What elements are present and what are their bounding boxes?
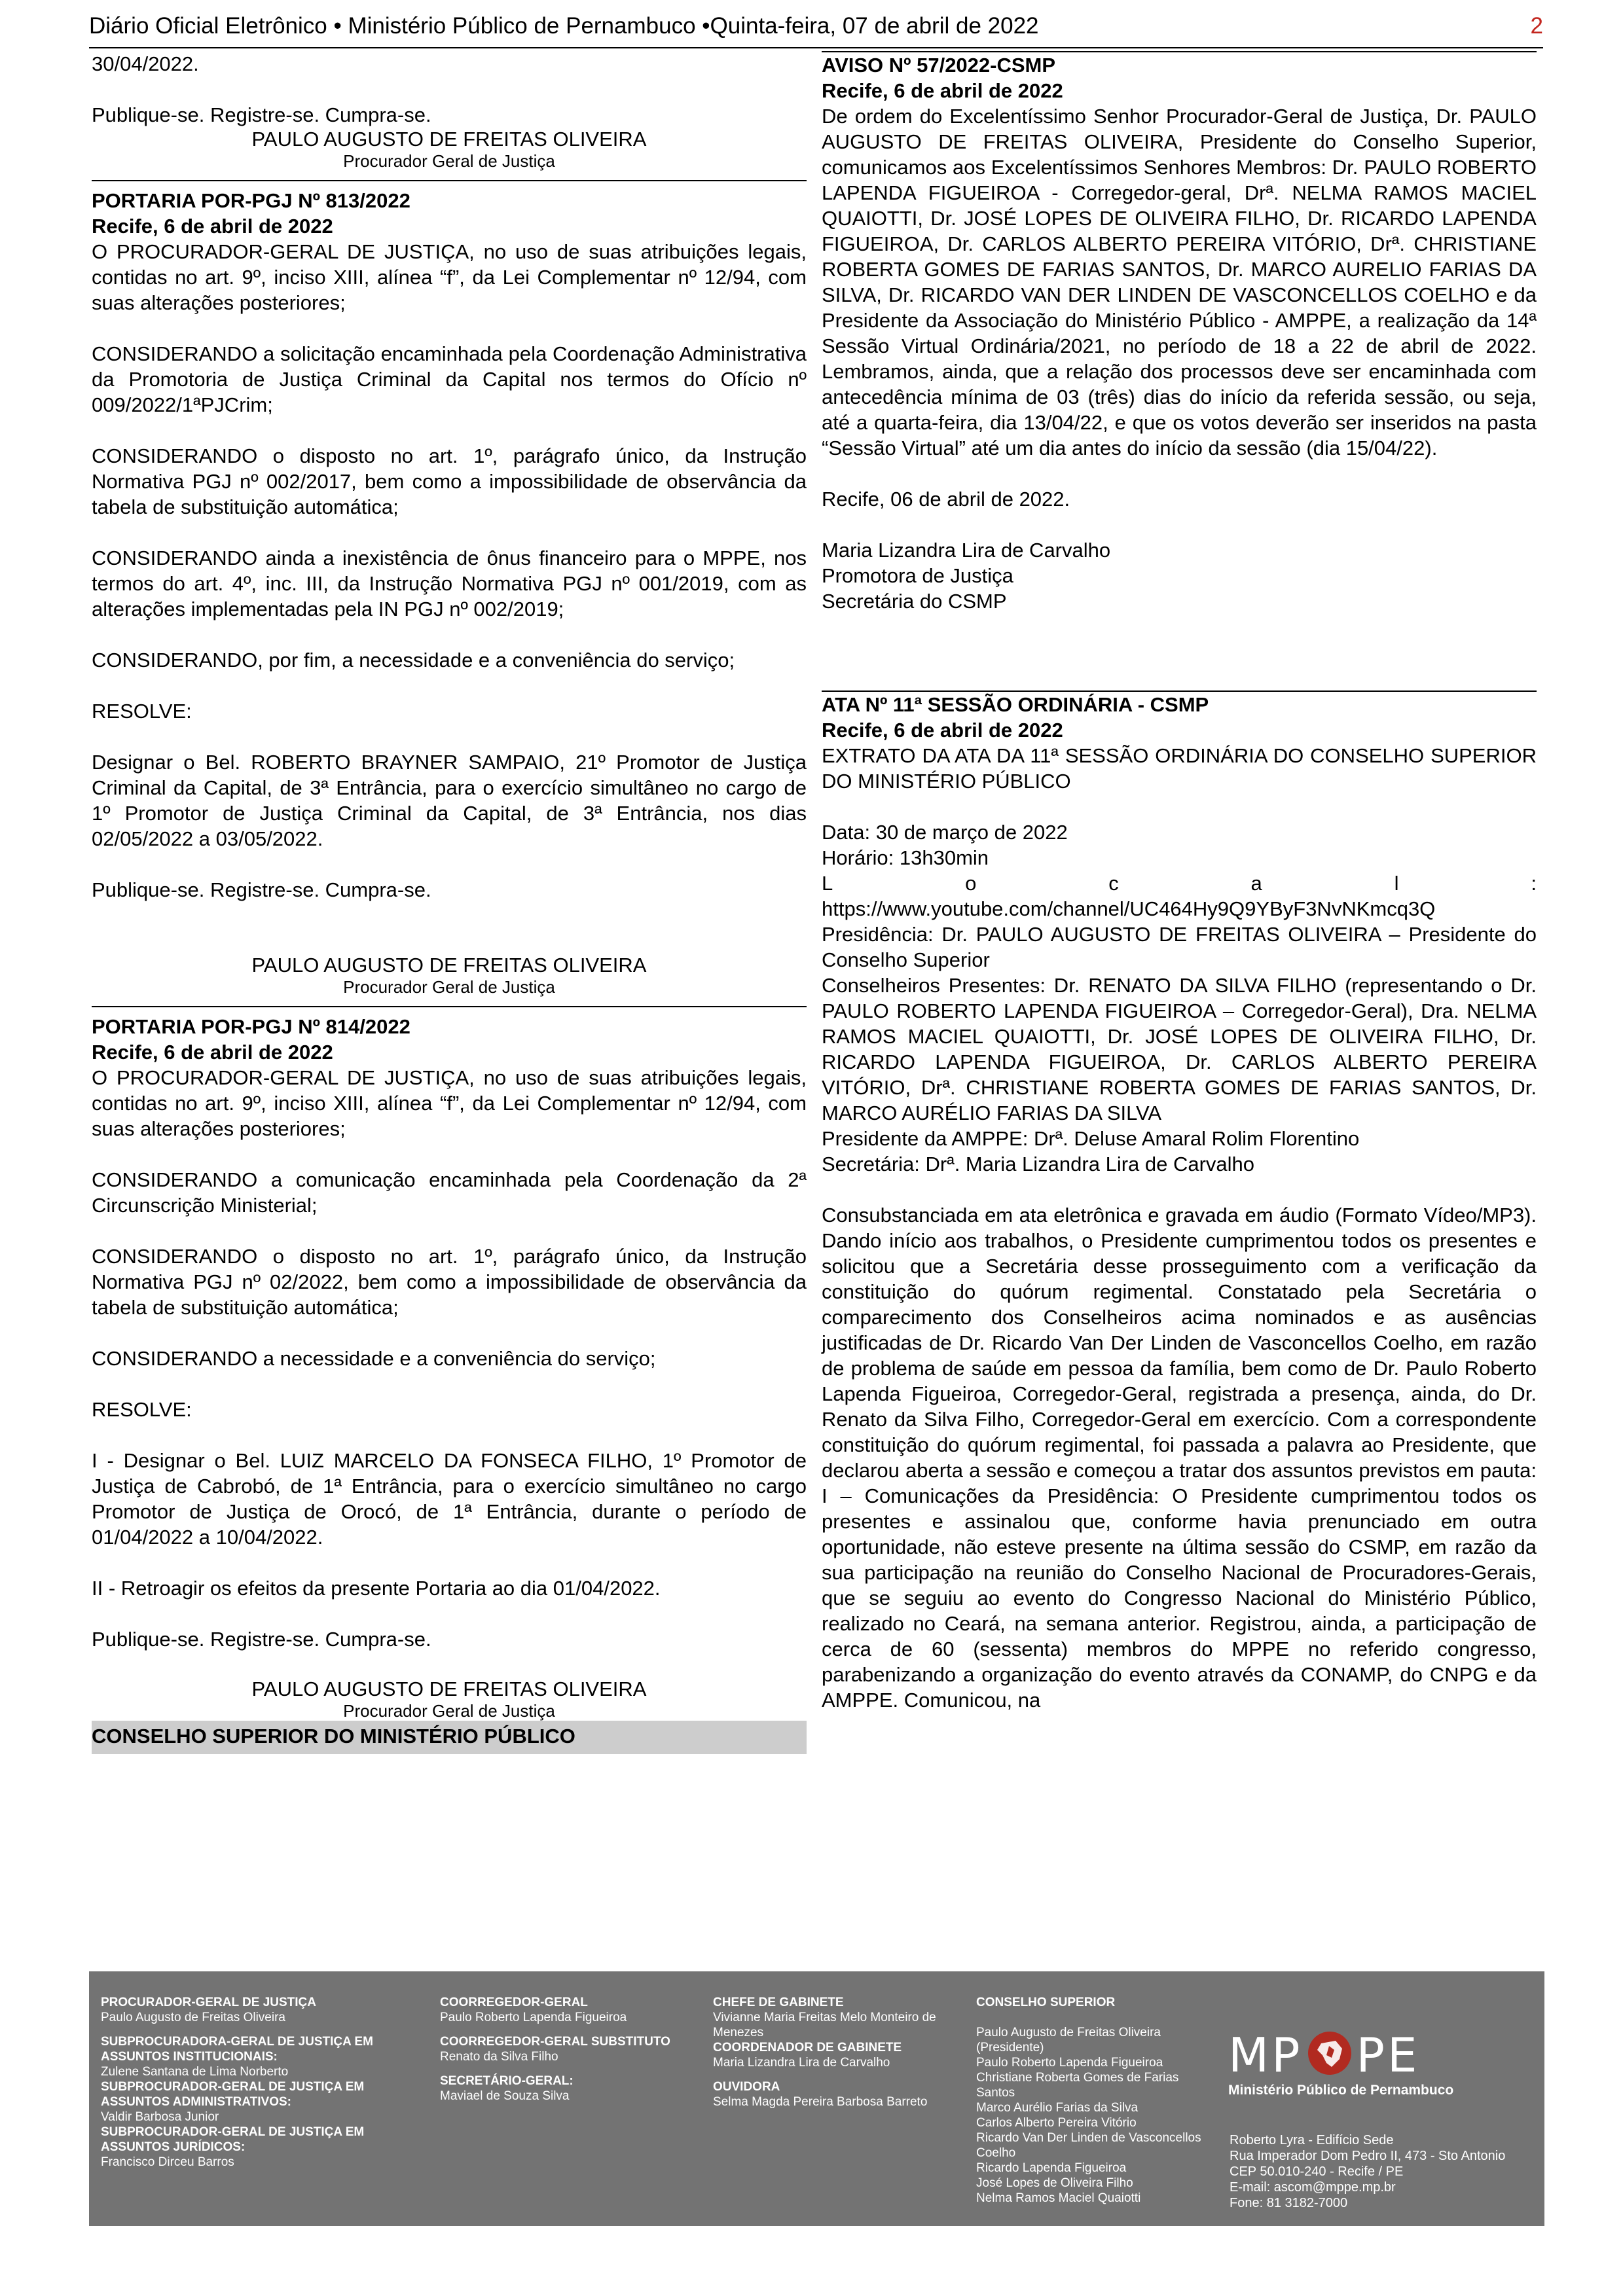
council-member: Christiane Roberta Gomes de Farias Santos [976,2071,1179,2100]
aviso-signature-role: Promotora de Justiça [822,564,1013,587]
brazil-map-icon [1307,2030,1353,2080]
page-header [89,9,1543,48]
footer-column-3 [713,1995,965,2119]
footer-heading: SUBPROCURADORA-GERAL DE JUSTIÇA EM ASSUNTOS INSTITUCIONAIS: [101,2035,373,2064]
aviso-place-date: Recife, 06 de abril de 2022. [822,488,1070,511]
logo-text-right: PE [1356,2027,1420,2083]
ata-date: Recife, 6 de abril de 2022 [822,719,1063,742]
divider [92,180,807,181]
local-letter: c [1108,872,1119,895]
ata-data: Data: 30 de março de 2022 [822,821,1068,844]
signature-name: PAULO AUGUSTO DE FREITAS OLIVEIRA [251,128,647,151]
aviso-body: De ordem do Excelentíssimo Senhor Procurador-Geral de Justiça, Dr. PAULO AUGUSTO DE FREITAS OLIVEIRA, Presidente do Conselho Superior, comunicamos aos Excelentíssimos Senhores Membros: Dr. PAULO ROBERTO LAPENDA FIGUEIROA - Corregedor-geral, Drª. NELMA RAMOS MACIEL QUAIOTTI, Dr. JOSÉ LOPES DE OLIVEIRA FILHO, Dr. RICARDO LAPENDA FIGUEIROA, Dr. CARLOS ALBERTO PEREIRA VITÓRIO, Drª. CHRISTIANE ROBERTA GOMES DE FARIAS SANTOS, Dr. MARCO AURELIO FARIAS DA SILVA, Dr. RICARDO VAN DER LINDEN DE VASCONCELLOS COELHO e da Presidente da Associação do Ministério Público - AMPPE, a realização da 14ª Sessão Virtual Ordinária/2021, no período de 18 a 22 de abril de 2022. Lembramos, ainda, que a relação dos processos deve ser encaminhada com antecedência mínima de 03 (três) dias do início da referida sessão, ou seja, até a quarta-feira, dia 13/04/22, e que os votos deverão ser inseridos na pasta “Sessão Virtual” até um dia antes do início da sessão (dia 15/04/22). [822,105,1537,459]
publique-text: Publique-se. Registre-se. Cumpra-se. [92,103,431,126]
address-line: CEP 50.010-240 - Recife / PE [1230,2164,1404,2179]
council-member: Nelma Ramos Maciel Quaiotti [976,2191,1141,2205]
portaria-814-item-ii: II - Retroagir os efeitos da presente Portaria ao dia 01/04/2022. [92,1577,661,1600]
footer-value: Maria Lizandra Lira de Carvalho [713,2056,890,2070]
footer-column-2 [440,1995,702,2113]
footer-heading: CHEFE DE GABINETE [713,1996,844,2009]
footer-heading: CONSELHO SUPERIOR [976,1996,1116,2009]
signature-name: PAULO AUGUSTO DE FREITAS OLIVEIRA [251,954,647,977]
ata-title: ATA Nº 11ª SESSÃO ORDINÁRIA - CSMP [822,693,1209,716]
publique-text: Publique-se. Registre-se. Cumpra-se. [92,878,431,901]
council-member: José Lopes de Oliveira Filho [976,2176,1133,2190]
signature-role: Procurador Geral de Justiça [343,1701,555,1721]
section-header-conselho: CONSELHO SUPERIOR DO MINISTÉRIO PÚBLICO [92,1721,807,1754]
footer-column-4 [976,1995,1205,2206]
portaria-814-considerando-2: CONSIDERANDO o disposto no art. 1º, parágrafo único, da Instrução Normativa PGJ nº 02/2022, bem como a impossibilidade de observância da tabela de substituição automática; [92,1245,807,1319]
footer-heading: PROCURADOR-GERAL DE JUSTIÇA [101,1996,317,2009]
portaria-814-title: PORTARIA POR-PGJ Nº 814/2022 [92,1015,410,1038]
footer-heading: COORREGEDOR-GERAL [440,1996,588,2009]
email-link[interactable]: E-mail: ascom@mppe.mp.br [1230,2180,1396,2195]
right-column [822,51,1537,1713]
portaria-813-considerando-3: CONSIDERANDO ainda a inexistência de ônus financeiro para o MPPE, nos termos do art. 4º, inc. III, da Instrução Normativa PGJ nº 001/2019, com as alterações implementadas pela IN PGJ nº 002/2019; [92,547,807,620]
footer-heading: OUVIDORA [713,2080,780,2094]
signature-role: Procurador Geral de Justiça [343,151,555,171]
local-letter: o [965,872,977,895]
portaria-814-considerando-1: CONSIDERANDO a comunicação encaminhada pela Coordenação da 2ª Circunscrição Ministerial; [92,1168,807,1217]
page-number: 2 [1530,13,1543,39]
footer-heading: COORREGEDOR-GERAL SUBSTITUTO [440,2035,670,2049]
footer-value: Renato da Silva Filho [440,2050,558,2064]
portaria-813-designar: Designar o Bel. ROBERTO BRAYNER SAMPAIO, 21º Promotor de Justiça Criminal da Capital, de 3ª Entrância, para o exercício simultâneo no cargo de 1º Promotor de Justiça Criminal da Capital, de 3ª Entrância, nos dias 02/05/2022 a 03/05/2022. [92,751,807,850]
local-letter: L [822,872,833,895]
footer-column-1 [101,1995,409,2179]
ata-url-link[interactable]: https://www.youtube.com/channel/UC464Hy9Q9YByF3NvNKmcq3Q [822,897,1436,920]
footer-value: Maviael de Souza Silva [440,2089,570,2103]
council-member: Marco Aurélio Farias da Silva [976,2101,1139,2115]
portaria-814-date: Recife, 6 de abril de 2022 [92,1041,333,1064]
council-member: Ricardo Van Der Linden de Vasconcellos Coelho [976,2131,1201,2160]
ata-local-label [822,870,1537,896]
footer-value: Valdir Barbosa Junior [101,2110,219,2124]
footer-value: Francisco Dirceu Barros [101,2155,234,2169]
top-date: 30/04/2022. [92,52,199,75]
ata-amppe: Presidente da AMPPE: Drª. Deluse Amaral Rolim Florentino [822,1127,1360,1150]
footer-value: Paulo Augusto de Freitas Oliveira [101,2011,285,2024]
portaria-813-intro: O PROCURADOR-GERAL DE JUSTIÇA, no uso de suas atribuições legais, contidas no art. 9º, inciso XIII, alínea “f”, da Lei Complementar nº 12/94, com suas alterações posteriores; [92,240,807,314]
portaria-813-considerando-1: CONSIDERANDO a solicitação encaminhada pela Coordenação Administrativa da Promotoria de Justiça Criminal da Capital nos termos do Ofício nº 009/2022/1ªPJCrim; [92,342,807,416]
address-line: Rua Imperador Dom Pedro II, 473 - Sto Antonio [1230,2149,1506,2163]
ata-presidencia: Presidência: Dr. PAULO AUGUSTO DE FREITAS OLIVEIRA – Presidente do Conselho Superior [822,923,1537,971]
page-footer [89,1971,1544,2226]
aviso-title: AVISO Nº 57/2022-CSMP [822,54,1056,77]
footer-address [1230,2132,1505,2211]
council-member: Carlos Alberto Pereira Vitório [976,2116,1137,2130]
local-letter: a [1250,872,1262,895]
ata-secretaria: Secretária: Drª. Maria Lizandra Lira de Carvalho [822,1153,1255,1175]
local-letter: : [1531,872,1537,895]
left-column [92,51,807,1754]
address-line: Roberto Lyra - Edifício Sede [1230,2133,1394,2147]
divider [92,1006,807,1007]
council-member: Paulo Roberto Lapenda Figueiroa [976,2056,1163,2070]
logo-text-left: MP [1228,2027,1303,2083]
footer-heading: SUBPROCURADOR-GERAL DE JUSTIÇA EM ASSUNTOS ADMINISTRATIVOS: [101,2080,365,2109]
signature-role: Procurador Geral de Justiça [343,977,555,997]
ata-extract-title: EXTRATO DA ATA DA 11ª SESSÃO ORDINÁRIA DO CONSELHO SUPERIOR DO MINISTÉRIO PÚBLICO [822,744,1537,793]
footer-value: Paulo Roberto Lapenda Figueiroa [440,2011,627,2024]
signature-name: PAULO AUGUSTO DE FREITAS OLIVEIRA [251,1677,647,1700]
aviso-signature-name: Maria Lizandra Lira de Carvalho [822,539,1111,562]
council-member: Paulo Augusto de Freitas Oliveira (Presidente) [976,2026,1161,2054]
footer-value: Zulene Santana de Lima Norberto [101,2065,289,2079]
portaria-814-considerando-3: CONSIDERANDO a necessidade e a conveniência do serviço; [92,1347,656,1370]
portaria-814-resolve: RESOLVE: [92,1398,192,1421]
address-line: Fone: 81 3182-7000 [1230,2196,1348,2210]
aviso-signature-role: Secretária do CSMP [822,590,1007,613]
portaria-813-title: PORTARIA POR-PGJ Nº 813/2022 [92,189,410,212]
footer-value: Vivianne Maria Freitas Melo Monteiro de Menezes [713,2011,936,2039]
publique-text: Publique-se. Registre-se. Cumpra-se. [92,1628,431,1651]
logo-subtitle: Ministério Público de Pernambuco [1228,2083,1454,2098]
portaria-813-considerando-2: CONSIDERANDO o disposto no art. 1º, parágrafo único, da Instrução Normativa PGJ nº 002/2017, bem como a impossibilidade de observância da tabela de substituição automática; [92,444,807,518]
header-title: Diário Oficial Eletrônico • Ministério Público de Pernambuco •Quinta-feira, 07 de abril de 2022 [89,13,1039,39]
aviso-date: Recife, 6 de abril de 2022 [822,79,1063,102]
footer-heading: SECRETÁRIO-GERAL: [440,2074,574,2088]
portaria-813-considerando-4: CONSIDERANDO, por fim, a necessidade e a conveniência do serviço; [92,649,735,672]
portaria-814-item-i: I - Designar o Bel. LUIZ MARCELO DA FONSECA FILHO, 1º Promotor de Justiça de Cabrobó, de 1ª Entrância, para o exercício simultâneo no cargo Promotor de Justiça de Orocó, de 1ª Entrância, durante o período de 01/04/2022 a 10/04/2022. [92,1449,807,1549]
local-letter: l [1394,872,1399,895]
portaria-813-resolve: RESOLVE: [92,700,192,723]
footer-heading: COORDENADOR DE GABINETE [713,2041,902,2054]
mppe-logo [1228,2027,1454,2098]
footer-heading: SUBPROCURADOR-GERAL DE JUSTIÇA EM ASSUNTOS JURÍDICOS: [101,2125,365,2154]
footer-value: Selma Magda Pereira Barbosa Barreto [713,2095,928,2109]
ata-conselheiros: Conselheiros Presentes: Dr. RENATO DA SILVA FILHO (representando o Dr. PAULO ROBERTO LAPENDA FIGUEIROA – Corregedor-Geral), Dra. NELMA RAMOS MACIEL QUAIOTTI, Dr. JOSÉ LOPES DE OLIVEIRA FILHO, Dr. RICARDO LAPENDA FIGUEIROA, Dr. CARLOS ALBERTO PEREIRA VITÓRIO, Drª. CHRISTIANE ROBERTA GOMES DE FARIAS SANTOS, Dr. MARCO AURÉLIO FARIAS DA SILVA [822,974,1537,1124]
portaria-814-intro: O PROCURADOR-GERAL DE JUSTIÇA, no uso de suas atribuições legais, contidas no art. 9º, inciso XIII, alínea “f”, da Lei Complementar nº 12/94, com suas alterações posteriores; [92,1066,807,1140]
council-member: Ricardo Lapenda Figueiroa [976,2161,1127,2175]
portaria-813-date: Recife, 6 de abril de 2022 [92,215,333,238]
ata-body: Consubstanciada em ata eletrônica e gravada em áudio (Formato Vídeo/MP3). Dando início aos trabalhos, o Presidente cumprimentou todos os presentes e solicitou que a Secretária desse prosseguimento com a verificação da constituição do quórum regimental. Constatado pela Secretária o comparecimento dos Conselheiros acima nominados e as ausências justificadas de Dr. Ricardo Van Der Linden de Vasconcellos Coelho, em razão de problema de saúde em pessoa da família, bem como de Dr. Paulo Roberto Lapenda Figueiroa, Corregedor-Geral, registrada a presença, ainda, do Dr. Renato da Silva Filho, Corregedor-Geral em exercício. Com a correspondente constituição do quórum regimental, foi passada a palavra ao Presidente, que declarou aberta a sessão e começou a tratar dos assuntos previstos em pauta: I – Comunicações da Presidência: O Presidente cumprimentou todos os presentes e assinalou que, conforme havia prenunciado em outra oportunidade, não esteve presente na última sessão do CSMP, em razão da sua participação na reunião do Conselho Nacional de Procuradores-Gerais, que se seguiu ao evento do Congresso Nacional do Ministério Público, realizado no Ceará, na semana anterior. Registrou, ainda, a participação de cerca de 60 (sessenta) membros do MPPE no referido congresso, parabenizando a organização do evento através da CONAMP, do CNPG e da AMPPE. Comunicou, na [822,1204,1537,1712]
ata-horario: Horário: 13h30min [822,846,989,869]
